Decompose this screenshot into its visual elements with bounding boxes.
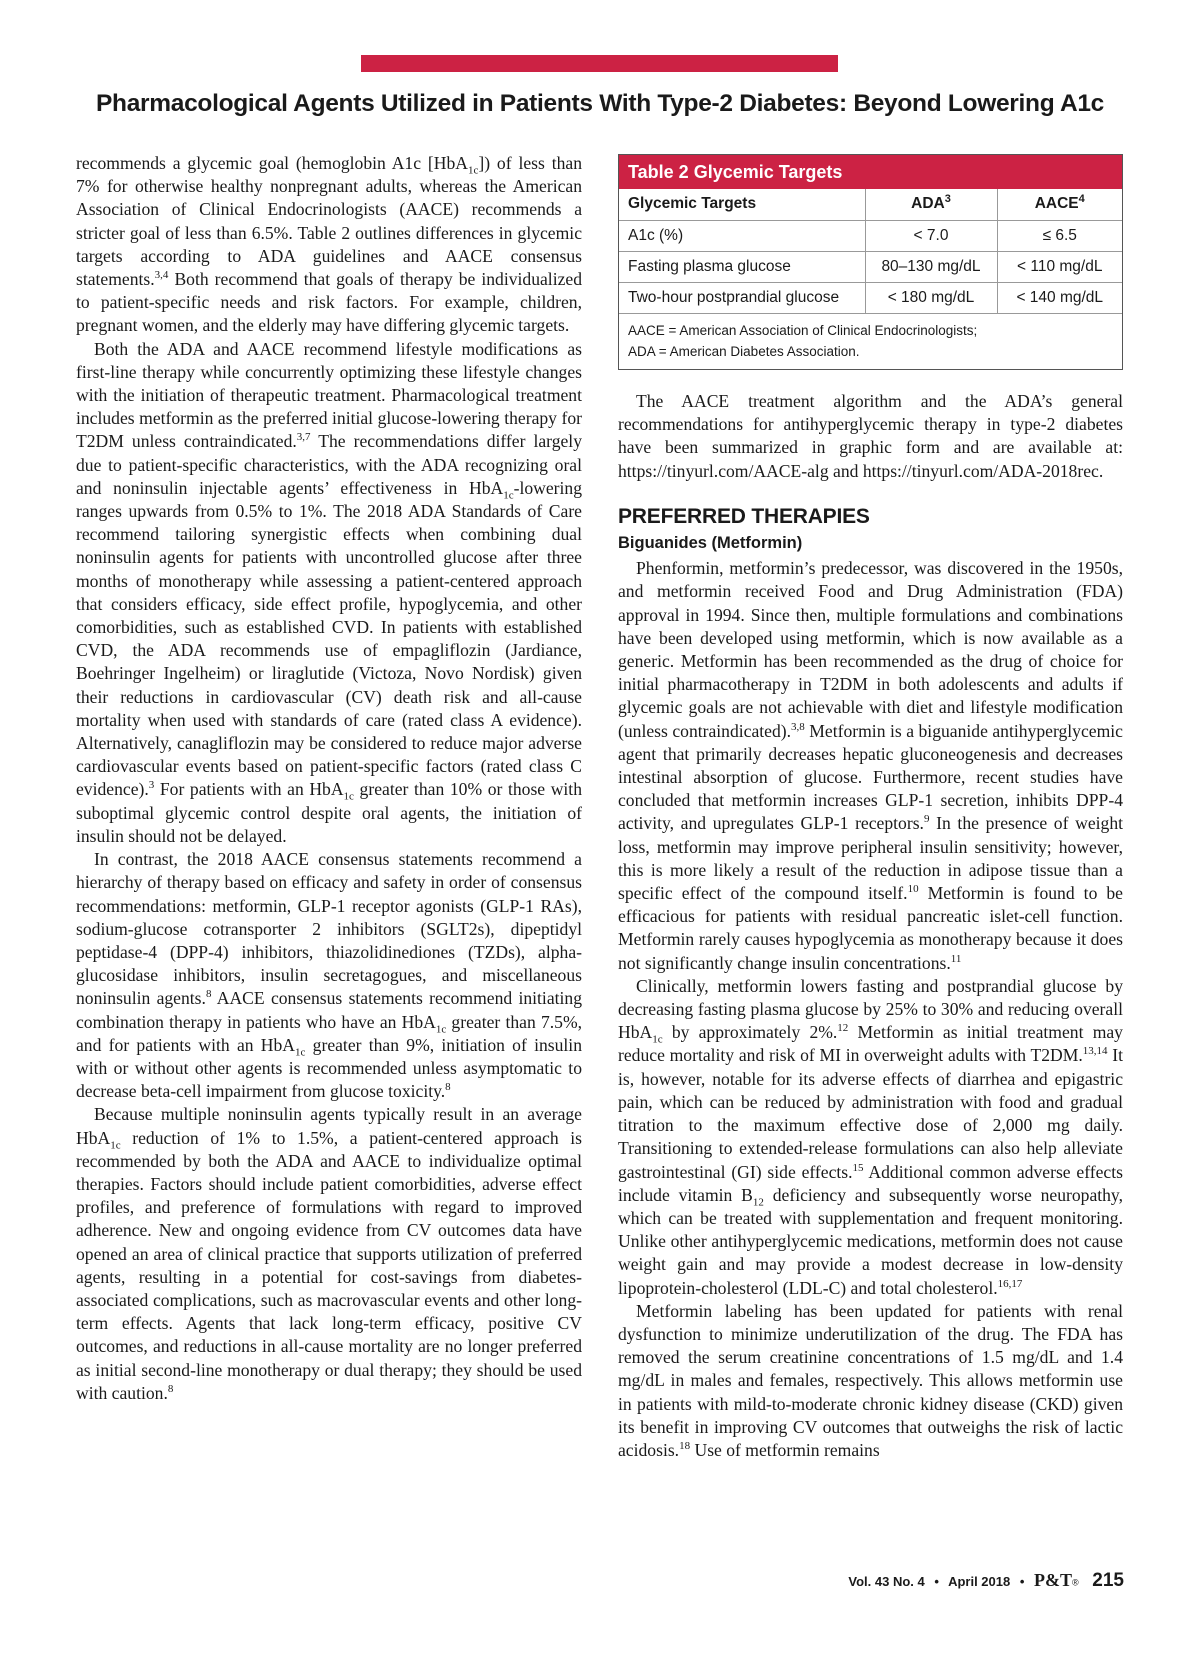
table-cell: < 140 mg/dL xyxy=(997,282,1122,313)
section-heading: PREFERRED THERAPIES xyxy=(618,504,870,528)
table-footnote-line: AACE = American Association of Clinical Endocrinologists; xyxy=(628,322,978,338)
table-header-row xyxy=(619,189,1122,220)
table-cell: Fasting plasma glucose xyxy=(619,251,865,282)
table-cell: Two-hour postprandial glucose xyxy=(619,282,865,313)
page-footer xyxy=(848,1570,1124,1592)
table-cell: A1c (%) xyxy=(619,220,865,251)
table-header-cell: AACE$^4$ xyxy=(997,189,1122,220)
footer-separator: • xyxy=(934,1574,939,1589)
issue-info: Vol. 43 No. 4 xyxy=(848,1574,925,1589)
table-header-cell: ADA$^3$ xyxy=(865,189,997,220)
footer-separator: • xyxy=(1019,1574,1025,1589)
glycemic-targets-table xyxy=(618,154,1123,370)
table-row xyxy=(619,251,1122,282)
left-column xyxy=(76,152,582,1405)
left-paragraph-3: In contrast, the 2018 AACE consensus statements recommend a hierarchy of therapy based on efficacy and safety in order of consensus recommendations: metformin, GLP-1 receptor agonists (GLP-1 RAs), sodium-glucose cotransporter 2 inhibitors (SGLT2s), dipeptidyl peptidase-4 (DPP-4) inhibitors, thiazolidinediones (TZDs), alpha-glucosidase inhibitors, insulin secretagogues, and miscellaneous noninsulin agents.$^8$ AACE consensus statements recommend initiating combination therapy in patients who have an HbA$_{1c}$ greater than 7.5%, and for patients with an HbA$_{1c}$ greater than 9%, initiation of insulin with or without other agents is recommended unless asymptomatic to decrease beta-cell impairment from glucose toxicity.$^8$ xyxy=(76,849,582,1102)
table-grid xyxy=(619,189,1122,314)
table-row xyxy=(619,220,1122,251)
table-cell: < 110 mg/dL xyxy=(997,251,1122,282)
running-title: Pharmacological Agents Utilized in Patients With Type-2 Diabetes: Beyond Lowering A1c xyxy=(96,90,1104,117)
subsection-heading: Biguanides (Metformin) xyxy=(618,534,803,553)
table-cell: ≤ 6.5 xyxy=(997,220,1122,251)
table-cell: < 7.0 xyxy=(865,220,997,251)
table-footnote-line: ADA = American Diabetes Association. xyxy=(628,343,860,359)
table-cell: < 180 mg/dL xyxy=(865,282,997,313)
table-footnote xyxy=(619,314,1122,362)
table-cell: 80–130 mg/dL xyxy=(865,251,997,282)
table-row xyxy=(619,282,1122,313)
left-paragraph-1: recommends a glycemic goal (hemoglobin A1c [HbA$_{1c}$]) of less than 7% for otherwise healthy nonpregnant adults, whereas the American Association of Clinical Endocrinologists (AACE) recommends a stricter goal of less than 6.5%. Table 2 outlines differences in glycemic targets according to ADA guidelines and AACE consensus statements.$^{3,4}$ Both recommend that goals of therapy be individualized to patient-specific needs and risk factors. For example, children, pregnant women, and the elderly may have differing glycemic targets. xyxy=(76,153,582,336)
right-paragraph-3: Metformin labeling has been updated for patients with renal dysfunction to minimize underutilization of the drug. The FDA has removed the serum creatinine concentrations of 1.5 mg/dL and 1.4 mg/dL in males and females, respectively. This allows metformin use in patients with mild-to-moderate chronic kidney disease (CKD) given its benefit in improving CV outcomes that outweighs the risk of lactic acidosis.$^{18}$ Use of metformin remains xyxy=(618,1300,1123,1460)
left-paragraph-2: Both the ADA and AACE recommend lifestyle modifications as first-line therapy while concurrently optimizing these lifestyle changes with the initiation of therapeutic treatment. Pharmacological treatment includes metformin as the preferred initial glucose-lowering therapy for T2DM unless contraindicated.$^{3,7}$ The recommendations differ largely due to patient-specific characteristics, with the ADA recognizing oral and noninsulin injectable agents’ effectiveness in HbA$_{1c}$-lowering ranges upwards from 0.5% to 1%. The 2018 ADA Standards of Care recommend tailoring synergistic effects when combining dual noninsulin agents for patients with uncontrolled glucose after three months of monotherapy while assessing a patient-centered approach that considers efficacy, side effect profile, hypoglycemia, and other comorbidities, such as established CVD. In patients with established CVD, the ADA recommends use of empagliflozin (Jardiance, Boehringer Ingelheim) or liraglutide (Victoza, Novo Nordisk) given their reductions in cardiovascular (CV) death risk and all-cause mortality when used with standards of care (rated class A evidence). Alternatively, canagliflozin may be considered to reduce major adverse cardiovascular events based on patient-specific factors (rated class C evidence).$^3$ For patients with an HbA$_{1c}$ greater than 10% or those with suboptimal glycemic control despite oral agents, the initiation of insulin should not be delayed. xyxy=(76,338,582,846)
page-number: 215 xyxy=(1092,1570,1124,1591)
table-title: Table 2 Glycemic Targets xyxy=(619,155,1122,189)
right-intro-paragraph: The AACE treatment algorithm and the ADA’s general recommendations for antihyperglycemic therapy in type-2 diabetes have been summarized in graphic form and are available at: https://tinyurl.com/AACE-alg and https://tinyurl.com/ADA-2018rec. xyxy=(618,391,1123,481)
registered-mark: ® xyxy=(1072,1577,1079,1588)
table-header-cell: Glycemic Targets xyxy=(619,189,865,220)
right-paragraph-2: Clinically, metformin lowers fasting and postprandial glucose by decreasing fasting plasma glucose by 25% to 30% and reducing overall HbA$_{1c}$ by approximately 2%.$^{12}$ Metformin as initial treatment may reduce mortality and risk of MI in overweight adults with T2DM.$^{13,14}$ It is, however, notable for its adverse effects of diarrhea and epigastric pain, which can be reduced by administration with food and gradual titration to the maximum effective dose of 2,000 mg daily. Transitioning to extended-release formulations can also help alleviate gastrointestinal (GI) side effects.$^{15}$ Additional common adverse effects include vitamin $B_{12}$ deficiency and subsequently worse neuropathy, which can be treated with supplementation and frequent monitoring. Unlike other antihyperglycemic medications, metformin does not cause weight gain and may provide a modest decrease in low-density lipoprotein-cholesterol (LDL-C) and total cholesterol.$^{16,17}$ xyxy=(618,975,1123,1298)
right-paragraph-1: Phenformin, metformin’s predecessor, was discovered in the 1950s, and metformin received Food and Drug Administration (FDA) approval in 1994. Since then, multiple formulations and combinations have been developed using metformin, which is now available as a generic. Metformin has been recommended as the drug of choice for initial pharmacotherapy in T2DM in both adolescents and adults if glycemic goals are not achievable with diet and lifestyle modification (unless contraindicated).$^{3,8}$ Metformin is a biguanide antihyperglycemic agent that primarily decreases hepatic gluconeogenesis and decreases intestinal absorption of glucose. Furthermore, recent studies have concluded that metformin increases GLP-1 secretion, inhibits DPP-4 activity, and upregulates GLP-1 receptors.$^9$ In the presence of weight loss, metformin may improve peripheral insulin sensitivity; however, this is more likely a result of the reduction in adipose tissue than a specific effect of the compound itself.$^{10}$ Metformin is found to be efficacious for patients with residual pancreatic islet-cell function. Metformin rarely causes hypoglycemia as monotherapy because it does not significantly change insulin concentrations.$^{11}$ xyxy=(618,558,1123,973)
issue-date: April 2018 xyxy=(948,1574,1011,1589)
header-accent-bar xyxy=(361,55,838,72)
journal-name: P&T xyxy=(1034,1570,1073,1590)
left-paragraph-4: Because multiple noninsulin agents typically result in an average HbA$_{1c}$ reduction of 1% to 1.5%, a patient-centered approach is recommended by both the ADA and AACE to individualize optimal therapies. Factors should include patient comorbidities, adverse effect profiles, and preference of formulations with regard to improved adherence. New and ongoing evidence from CV outcomes data have opened an area of clinical practice that supports utilization of preferred agents, resulting in a potential for cost-savings from diabetes-associated complications, such as macrovascular events and other long-term effects. Agents that lack long-term efficacy, positive CV outcomes, and reductions in all-cause mortality are no longer preferred as initial second-line monotherapy or dual therapy; they should be used with caution.$^8$ xyxy=(76,1104,582,1403)
right-column xyxy=(618,390,1123,1462)
